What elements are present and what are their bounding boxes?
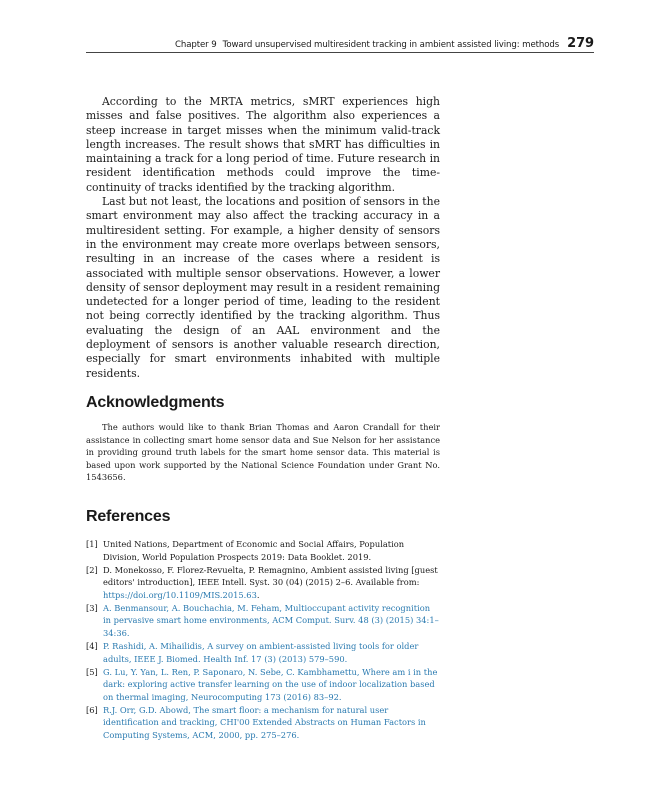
reference-text: D. Monekosso, F. Florez-Revuelta, P. Remagnino, Ambient assisted living [guest editors' introduction], IEEE Intell. Syst. 30 (04) (2015) 2–6. Available from: https://doi.org/10.1109/MIS.2015.63.: [103, 564, 438, 600]
body-text: [86, 95, 440, 381]
reference-item: [86, 666, 440, 704]
running-header: [86, 36, 594, 51]
chapter-title: Toward unsupervised multiresident tracking in ambient assisted living: methods: [222, 40, 560, 50]
reference-item: [86, 704, 440, 742]
reference-list: [86, 538, 440, 742]
reference-text: United Nations, Department of Economic and Social Affairs, Population Division, World Population Prospects 2019: Data Booklet. 2019.: [103, 539, 405, 562]
reference-number: [5]: [86, 666, 98, 677]
reference-link[interactable]: P. Rashidi, A. Mihailidis, A survey on ambient-assisted living tools for older adults, IEEE J. Biomed. Health Inf. 17 (3) (2013) 579–590.: [103, 640, 419, 664]
reference-number: [1]: [86, 539, 98, 549]
reference-number: [2]: [86, 564, 98, 575]
reference-number: [3]: [86, 602, 98, 613]
acknowledgments-text: The authors would like to thank Brian Thomas and Aaron Crandall for their assistance in collecting smart home sensor data and Sue Nelson for her assistance in providing ground truth labels for the smart home sensor data. This material is based upon work supported by the National Science Foundation under Grant No. 1543656.: [86, 422, 440, 483]
acknowledgments-heading: Acknowledgments: [86, 394, 225, 411]
references-heading: References: [86, 508, 171, 525]
page-number: 279: [567, 36, 594, 51]
doi-link[interactable]: https://doi.org/10.1109/MIS.2015.63: [103, 589, 257, 600]
reference-item: [86, 640, 440, 665]
reference-link[interactable]: G. Lu, Y. Yan, L. Ren, P. Saponaro, N. Sebe, C. Kambhamettu, Where am i in the dark: exploring active transfer learning on the use of indoor localization based on thermal imaging, Neurocomputing 173 (2016) 83–92.: [103, 666, 438, 702]
reference-number: [6]: [86, 704, 98, 715]
reference-item: [86, 602, 440, 640]
reference-item: [86, 564, 440, 602]
body-paragraph-1: According to the MRTA metrics, sMRT experiences high misses and false positives. The algorithm also experiences a steep increase in target misses when the minimum valid-track length increases. The result shows that sMRT has difficulties in maintaining a track for a long period of time. Future research in resident identification methods could improve the time-continuity of tracks identified by the tracking algorithm.: [86, 95, 440, 194]
chapter-label: Chapter 9: [174, 40, 217, 50]
body-paragraph-2: Last but not least, the locations and position of sensors in the smart environment may also affect the tracking accuracy in a multiresident setting. For example, a higher density of sensors in the environment may create more overlaps between sensors, resulting in an increase of the cases where a resident is associated with multiple sensor observations. However, a lower density of sensor deployment may result in a resident remaining undetected for a longer period of time, leading to the resident not being correctly identified by the tracking algorithm. Thus evaluating the design of an AAL environment and the deployment of sensors is another valuable research direction, especially for smart environments inhabited with multiple residents.: [86, 195, 440, 380]
reference-item: [86, 538, 440, 563]
header-rule: [86, 52, 594, 53]
reference-link[interactable]: A. Benmansour, A. Bouchachia, M. Feham, Multioccupant activity recognition in pervasive smart home environments, ACM Comput. Surv. 48 (3) (2015) 34:1–34:36.: [103, 602, 439, 638]
reference-number: [4]: [86, 640, 98, 651]
reference-link[interactable]: R.J. Orr, G.D. Abowd, The smart floor: a mechanism for natural user identification and tracking, CHI'00 Extended Abstracts on Human Factors in Computing Systems, ACM, 2000, pp. 275–276.: [103, 704, 426, 740]
